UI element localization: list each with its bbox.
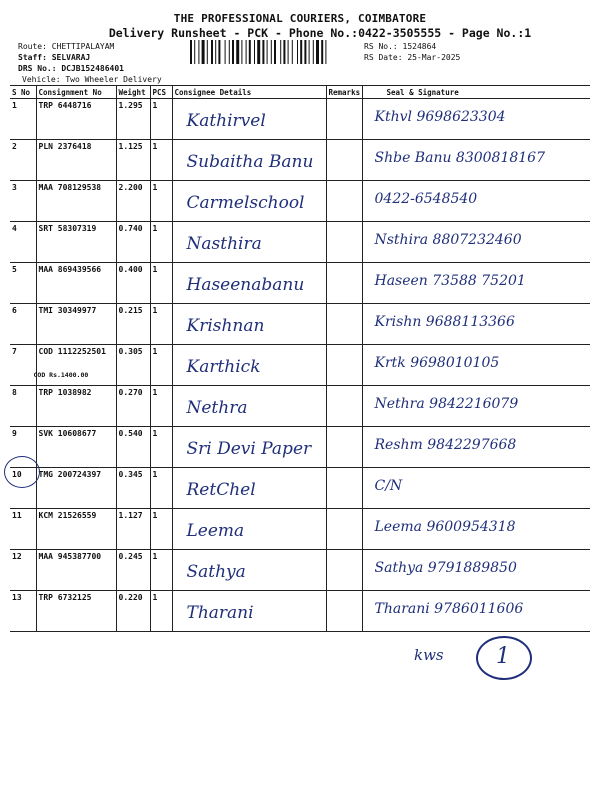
handwritten-consignee-name: Sri Devi Paper (186, 439, 312, 459)
consignment-cell: SVK 10608677 (36, 427, 116, 468)
weight-cell: 2.200 (116, 181, 150, 222)
barcode-bar (232, 40, 234, 64)
company-title: THE PROFESSIONAL COURIERS, COIMBATORE (173, 12, 427, 25)
sno-cell: 5 (10, 263, 36, 304)
pcs-cell: 1 (150, 550, 172, 591)
handwritten-consignee-name: Karthick (186, 357, 261, 377)
col-pcs: PCS (150, 86, 172, 99)
pcs-cell: 1 (150, 468, 172, 509)
handwritten-signature: Krishn 9688113366 (374, 314, 515, 330)
handwritten-signature: C/N (374, 478, 403, 494)
barcode-bar (211, 40, 213, 64)
pcs-cell: 1 (150, 345, 172, 386)
consignment-cell: PLN 2376418 (36, 140, 116, 181)
pcs-cell: 1 (150, 509, 172, 550)
barcode-bar (304, 40, 306, 64)
remarks-cell (326, 509, 362, 550)
signature-cell (362, 427, 590, 468)
handwritten-signature: Reshm 9842297668 (374, 437, 517, 453)
footer-circled-number: 1 (496, 644, 510, 669)
pcs-cell: 1 (150, 304, 172, 345)
table-row (10, 468, 590, 509)
pcs-cell: 1 (150, 427, 172, 468)
barcode-bar (202, 40, 205, 64)
consignment-cell: KCM 21526559 (36, 509, 116, 550)
consignee-cell (172, 222, 326, 263)
table-row (10, 99, 590, 140)
sno-cell: 9 (10, 427, 36, 468)
table-row (10, 386, 590, 427)
remarks-cell (326, 550, 362, 591)
handwritten-signature: Nsthira 8807232460 (374, 232, 522, 248)
footer-circle (476, 636, 532, 680)
barcode-bar (313, 40, 314, 64)
consignee-cell (172, 509, 326, 550)
sno-cell: 3 (10, 181, 36, 222)
header-left (18, 41, 162, 85)
handwritten-consignee-name: Carmelschool (186, 193, 305, 213)
handwritten-consignee-name: Leema (186, 521, 245, 541)
pcs-cell: 1 (150, 99, 172, 140)
barcode-bar (215, 40, 216, 64)
consignee-cell (172, 99, 326, 140)
route-label: Route: CHETTIPALAYAM (18, 42, 115, 51)
handwritten-consignee-name: Haseenabanu (186, 275, 305, 295)
col-signature: Seal & Signature (362, 86, 590, 99)
signature-cell (362, 99, 590, 140)
remarks-cell (326, 99, 362, 140)
table-row (10, 509, 590, 550)
consignee-cell (172, 427, 326, 468)
barcode-bar (309, 40, 310, 64)
consignment-cell: TRP 6448716 (36, 99, 116, 140)
barcode-bar (325, 40, 326, 64)
consignee-cell (172, 550, 326, 591)
weight-cell: 0.220 (116, 591, 150, 632)
header-right (364, 41, 460, 63)
consignee-cell (172, 263, 326, 304)
barcode-bar (207, 40, 208, 64)
table-row (10, 345, 590, 386)
pcs-cell: 1 (150, 140, 172, 181)
signature-cell (362, 181, 590, 222)
remarks-cell (326, 345, 362, 386)
col-remarks: Remarks (326, 86, 362, 99)
handwritten-consignee-name: Kathirvel (186, 111, 266, 131)
table-row (10, 591, 590, 632)
weight-cell: 1.125 (116, 140, 150, 181)
runsheet-title: Delivery Runsheet - PCK - Phone No.:0422-3505555 - Page No.:1 (108, 26, 532, 40)
barcode-bar (218, 40, 220, 64)
barcode-bar (288, 40, 289, 64)
consignee-cell (172, 304, 326, 345)
runsheet-table (10, 85, 590, 632)
handwritten-signature: Sathya 9791889850 (374, 560, 517, 576)
table-header (10, 86, 590, 99)
handwritten-signature: 0422-6548540 (374, 191, 478, 207)
table-row (10, 140, 590, 181)
weight-cell: 0.305 (116, 345, 150, 386)
barcode-bar (283, 40, 285, 64)
weight-cell: 1.295 (116, 99, 150, 140)
cod-amount: COD Rs.1400.00 (33, 371, 89, 379)
signature-cell (362, 509, 590, 550)
remarks-cell (326, 591, 362, 632)
table-row (10, 222, 590, 263)
drs-label: DRS No.: DCJB152486401 (18, 64, 124, 73)
handwritten-consignee-name: Tharani (186, 603, 254, 623)
consignment-cell: TMI 30349977 (36, 304, 116, 345)
barcode-bar (246, 40, 247, 64)
handwritten-signature: Nethra 9842216079 (374, 396, 519, 412)
barcode-bar (254, 40, 255, 64)
remarks-cell (326, 181, 362, 222)
pcs-cell: 1 (150, 181, 172, 222)
pcs-cell: 1 (150, 222, 172, 263)
handwritten-signature: Shbe Banu 8300818167 (374, 150, 545, 166)
signature-cell (362, 263, 590, 304)
handwritten-signature: Tharani 9786011606 (374, 601, 524, 617)
barcode-bar (262, 40, 264, 64)
barcode-bar (274, 40, 276, 64)
sno-cell: 2 (10, 140, 36, 181)
barcode-bar (316, 40, 319, 64)
sno-cell: 1 (10, 99, 36, 140)
consignee-cell (172, 468, 326, 509)
remarks-cell (326, 304, 362, 345)
sno-cell: 12 (10, 550, 36, 591)
sno-cell: 11 (10, 509, 36, 550)
consignee-cell (172, 140, 326, 181)
table-row (10, 550, 590, 591)
barcode-bar (198, 40, 199, 64)
signature-cell (362, 550, 590, 591)
vehicle-label: Vehicle: Two Wheeler Delivery (22, 75, 162, 84)
handwritten-signature: Kthvl 9698623304 (374, 109, 506, 125)
signature-cell (362, 345, 590, 386)
barcode-bar (297, 40, 298, 64)
pcs-cell: 1 (150, 263, 172, 304)
remarks-cell (326, 427, 362, 468)
barcode-bar (190, 40, 192, 64)
signature-cell (362, 140, 590, 181)
signature-cell (362, 591, 590, 632)
sno-cell: 6 (10, 304, 36, 345)
consignment-cell: TRP 6732125 (36, 591, 116, 632)
handwritten-consignee-name: Krishnan (186, 316, 265, 336)
barcode (190, 40, 352, 64)
consignee-cell (172, 181, 326, 222)
weight-cell: 1.127 (116, 509, 150, 550)
remarks-cell (326, 386, 362, 427)
row-10-circle-mark (4, 456, 40, 488)
consignment-cell: MAA 869439566 (36, 263, 116, 304)
barcode-bar (257, 40, 260, 64)
table-row (10, 304, 590, 345)
consignment-cell: TRP 1038982 (36, 386, 116, 427)
handwritten-signature: Krtk 9698010105 (374, 355, 500, 371)
signature-cell (362, 222, 590, 263)
remarks-cell (326, 468, 362, 509)
weight-cell: 0.345 (116, 468, 150, 509)
table-row (10, 263, 590, 304)
consignment-cell: MAA 708129538 (36, 181, 116, 222)
rs-number: RS No.: 1524864 (364, 42, 437, 51)
rs-date: RS Date: 25-Mar-2025 (364, 53, 461, 62)
weight-cell: 0.215 (116, 304, 150, 345)
barcode-bar (194, 40, 195, 64)
handwritten-signature: Leema 9600954318 (374, 519, 516, 535)
staff-label: Staff: SELVARAJ (18, 53, 91, 62)
handwritten-consignee-name: Sathya (186, 562, 246, 582)
barcode-bar (300, 40, 302, 64)
handwritten-consignee-name: RetChel (186, 480, 256, 500)
weight-cell: 0.540 (116, 427, 150, 468)
barcode-bar (267, 40, 268, 64)
consignment-cell: COD 1112252501 COD Rs.1400.00 (36, 345, 116, 386)
handwritten-consignee-name: Nasthira (186, 234, 262, 254)
signature-cell (362, 386, 590, 427)
handwritten-consignee-name: Subaitha Banu (186, 152, 314, 172)
barcode-bar (292, 40, 293, 64)
col-consignment: Consignment No (36, 86, 116, 99)
weight-cell: 0.270 (116, 386, 150, 427)
sno-cell: 8 (10, 386, 36, 427)
barcode-bar (271, 40, 272, 64)
col-sno: S No (10, 86, 36, 99)
col-consignee: Consignee Details (172, 86, 326, 99)
barcode-bar (225, 40, 226, 64)
footer-initials: kws (414, 646, 444, 664)
sno-cell: 7 (10, 345, 36, 386)
barcode-bar (241, 40, 242, 64)
weight-cell: 0.400 (116, 263, 150, 304)
signature-cell (362, 468, 590, 509)
remarks-cell (326, 263, 362, 304)
barcode-bar (236, 40, 239, 64)
sno-cell: 10 (10, 468, 36, 509)
signature-cell (362, 304, 590, 345)
remarks-cell (326, 140, 362, 181)
consignment-cell: MAA 945387700 (36, 550, 116, 591)
remarks-cell (326, 222, 362, 263)
table-row (10, 181, 590, 222)
sno-cell: 13 (10, 591, 36, 632)
consignee-cell (172, 386, 326, 427)
consignment-cell: TMG 200724397 (36, 468, 116, 509)
barcode-bar (280, 40, 281, 64)
barcode-bar (321, 40, 323, 64)
consignment-cell: SRT 58307319 (36, 222, 116, 263)
pcs-cell: 1 (150, 591, 172, 632)
handwritten-signature: Haseen 73588 75201 (374, 273, 526, 289)
handwritten-consignee-name: Nethra (186, 398, 248, 418)
consignee-cell (172, 345, 326, 386)
barcode-bar (249, 40, 251, 64)
table-row (10, 427, 590, 468)
weight-cell: 0.740 (116, 222, 150, 263)
barcode-bar (229, 40, 230, 64)
col-weight: Weight (116, 86, 150, 99)
weight-cell: 0.245 (116, 550, 150, 591)
consignee-cell (172, 591, 326, 632)
pcs-cell: 1 (150, 386, 172, 427)
sno-cell: 4 (10, 222, 36, 263)
